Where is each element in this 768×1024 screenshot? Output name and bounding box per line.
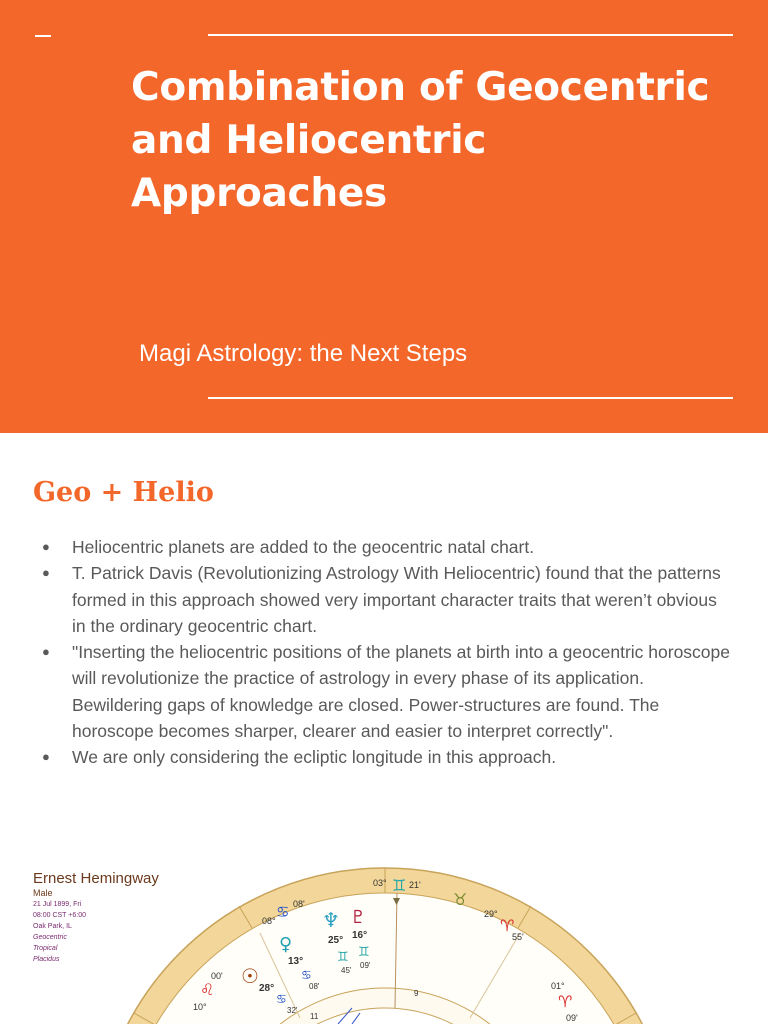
taurus-icon: ♉: [453, 890, 468, 909]
gemini-minutes-2: 09': [360, 961, 371, 970]
corner-dash: [35, 35, 51, 37]
mc-degree: 03°: [373, 878, 387, 888]
slide-title: Combination of Geocentric and Heliocentric Approaches: [131, 65, 710, 216]
section-heading: Geo + Helio: [33, 477, 214, 508]
bullet-text: Heliocentric planets are added to the geocentric natal chart.: [72, 537, 535, 557]
chart-date: 21 Jul 1899, Fri: [33, 901, 82, 908]
chart-houses: Placidus: [33, 956, 60, 963]
pluto-icon: ♇: [350, 907, 367, 928]
aries-icon-2: ♈: [558, 992, 573, 1011]
chart-name: Ernest Hemingway: [33, 870, 159, 887]
house-number-9: 9: [414, 989, 419, 998]
aries-degree: 29°: [484, 909, 498, 919]
top-rule: [208, 34, 733, 36]
gemini-minutes: 45': [341, 966, 352, 975]
chart-zodiac: Tropical: [33, 945, 58, 952]
neptune-degree: 25°: [328, 935, 344, 946]
mc-minutes: 21': [409, 880, 421, 890]
venus-icon: ♀: [279, 934, 293, 955]
content-slide: [0, 433, 768, 1024]
title-slide: [0, 0, 768, 433]
aries-minutes: 55': [512, 932, 524, 942]
gemini-icon-2: ♊: [337, 950, 349, 965]
sun-degree: 28°: [259, 983, 275, 994]
bottom-rule: [208, 397, 733, 399]
bullet-text: T. Patrick Davis (Revolutionizing Astrology With Heliocentric) found that the patterns formed in this approach showed very important character traits that weren’t obvious in the ordinary geocentric chart.: [72, 563, 721, 636]
chart-gender: Male: [33, 888, 53, 898]
cancer-icon: ♋: [276, 903, 290, 921]
gemini-icon-3: ♊: [358, 945, 370, 960]
chart-mode: Geocentric: [33, 934, 67, 941]
bullet-text: "Inserting the heliocentric positions of the planets at birth into a geocentric horoscope will revolutionize the practice of astrology in every phase of its application. Bewildering gaps of knowledge are closed. Power-structures are found. The horoscope becomes sharper, clearer and easier to interpret correctly".: [72, 642, 730, 742]
leo-icon: ♌: [200, 980, 215, 999]
venus-degree: 13°: [288, 956, 304, 967]
chart-info: [33, 870, 159, 965]
sun-minutes-2: 32': [287, 1006, 298, 1015]
bullet-icon: ●: [42, 539, 50, 554]
bullet-icon: ●: [42, 749, 50, 765]
leo-degree: 10°: [193, 1002, 207, 1012]
chart-time: 08:00 CST +6:00: [33, 912, 86, 919]
bullet-text: We are only considering the ecliptic longitude in this approach.: [72, 747, 557, 768]
slide-subtitle: Magi Astrology: the Next Steps: [139, 340, 468, 367]
bullet-icon: ●: [42, 565, 50, 581]
pluto-degree: 16°: [352, 930, 368, 941]
asc-degree: 01°: [551, 981, 565, 991]
aries-icon: ♈: [500, 916, 515, 935]
sun-icon: ☉: [241, 964, 259, 988]
bullet-icon: ●: [42, 644, 50, 660]
gemini-icon: ♊: [392, 876, 407, 895]
cancer-degree: 08°: [262, 916, 276, 926]
neptune-icon: ♆: [322, 908, 340, 932]
leo-minutes: 00': [211, 971, 223, 981]
cancer-icon-2: ♋: [301, 968, 312, 982]
house-number-11: 11: [310, 1012, 319, 1021]
cancer-minutes: 08': [293, 899, 305, 909]
asc-minutes: 09': [566, 1013, 578, 1023]
cancer-icon-3: ♋: [276, 992, 287, 1006]
chart-place: Oak Park, IL: [33, 923, 72, 930]
sun-minutes-1: 08': [309, 982, 320, 991]
